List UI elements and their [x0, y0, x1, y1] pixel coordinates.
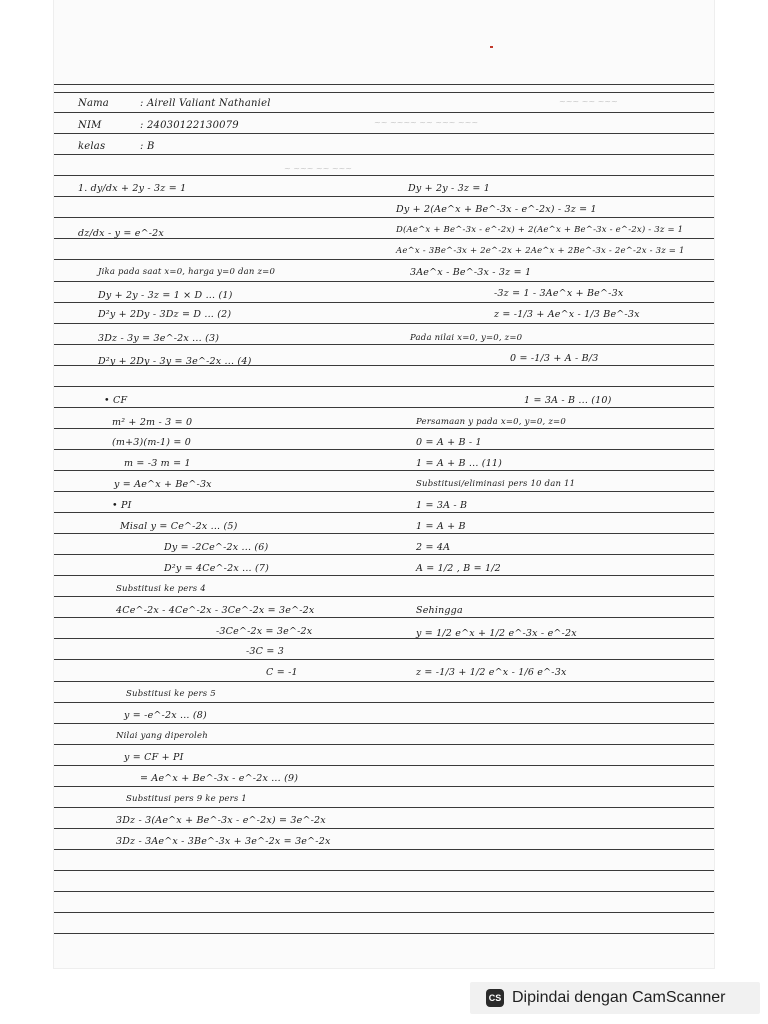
ruled-line — [54, 84, 714, 85]
right-line: Substitusi/eliminasi pers 10 dan 11 — [416, 479, 576, 489]
left-line: m² + 2m - 3 = 0 — [112, 417, 193, 428]
right-line: 1 = 3A - B — [416, 500, 468, 511]
ruled-line — [54, 849, 714, 850]
right-line: 0 = -1/3 + A - B/3 — [510, 353, 599, 364]
right-line: D(Ae^x + Be^-3x - e^-2x) + 2(Ae^x + Be^-3x - e^-2x) - 3z = 1 — [396, 225, 684, 235]
right-line: Persamaan y pada x=0, y=0, z=0 — [416, 417, 566, 427]
right-line: Dy + 2y - 3z = 1 — [408, 183, 490, 194]
left-line: Nilai yang diperoleh — [116, 731, 208, 741]
left-line: Substitusi pers 9 ke pers 1 — [126, 794, 247, 804]
left-line: Dy + 2y - 3z = 1 × D ... (1) — [98, 290, 233, 301]
ruled-line — [54, 765, 714, 766]
ruled-line — [54, 407, 714, 408]
ruled-line — [54, 112, 714, 113]
bleed-through: ~~~ ~~ ~~~ — [559, 97, 618, 106]
ruled-line — [54, 470, 714, 471]
ruled-line — [54, 428, 714, 429]
left-line: D²y + 2Dy - 3Dz = D ... (2) — [98, 309, 232, 320]
ruled-line — [54, 344, 714, 345]
left-line: (m+3)(m-1) = 0 — [112, 437, 191, 448]
ruled-line — [54, 912, 714, 913]
left-line: -3Ce^-2x = 3e^-2x — [216, 626, 313, 637]
ruled-line — [54, 786, 714, 787]
left-line: m = -3 m = 1 — [124, 458, 191, 469]
right-line: 1 = 3A - B ... (10) — [524, 395, 612, 406]
ruled-line — [54, 259, 714, 260]
bleed-through: ~~ ~~~~ ~~ ~~~ ~~~ — [374, 118, 479, 127]
ruled-line — [54, 659, 714, 660]
left-line: Jika pada saat x=0, harga y=0 dan z=0 — [98, 267, 276, 277]
left-line: y = CF + PI — [124, 752, 184, 763]
left-line: Misal y = Ce^-2x ... (5) — [120, 521, 238, 532]
ruled-line — [54, 744, 714, 745]
left-line: Substitusi ke pers 4 — [116, 584, 206, 594]
right-line: 2 = 4A — [416, 542, 451, 553]
left-line: Substitusi ke pers 5 — [126, 689, 216, 699]
right-line: 1 = A + B ... (11) — [416, 458, 503, 469]
left-line: D²y + 2Dy - 3y = 3e^-2x ... (4) — [98, 356, 252, 367]
right-line: Dy + 2(Ae^x + Be^-3x - e^-2x) - 3z = 1 — [396, 204, 597, 215]
left-line: 3Dz - 3y = 3e^-2x ... (3) — [98, 333, 220, 344]
right-line: z = -1/3 + 1/2 e^x - 1/6 e^-3x — [416, 667, 567, 678]
left-line: y = Ae^x + Be^-3x — [114, 479, 212, 490]
nama-value: : Airell Valiant Nathaniel — [140, 98, 271, 109]
ruled-line — [54, 154, 714, 155]
ruled-line — [54, 386, 714, 387]
ruled-line — [54, 302, 714, 303]
left-line: • CF — [104, 395, 128, 406]
camscanner-text: Dipindai dengan CamScanner — [512, 989, 726, 1006]
right-line: Ae^x - 3Be^-3x + 2e^-2x + 2Ae^x + 2Be^-3x - 2e^-2x - 3z = 1 — [396, 246, 685, 256]
ruled-line — [54, 933, 714, 934]
nama-label: Nama — [78, 98, 109, 109]
ruled-line — [54, 92, 714, 93]
right-line: z = -1/3 + Ae^x - 1/3 Be^-3x — [494, 309, 640, 320]
camscanner-logo-icon: CS — [486, 989, 504, 1007]
left-line: D²y = 4Ce^-2x ... (7) — [164, 563, 270, 574]
left-line: y = -e^-2x ... (8) — [124, 710, 207, 721]
ruled-line — [54, 533, 714, 534]
ruled-line — [54, 196, 714, 197]
ruled-line — [54, 828, 714, 829]
right-line: Sehingga — [416, 605, 463, 616]
ruled-line — [54, 554, 714, 555]
ruled-line — [54, 596, 714, 597]
ruled-line — [54, 575, 714, 576]
ruled-line — [54, 617, 714, 618]
ruled-line — [54, 281, 714, 282]
right-line: y = 1/2 e^x + 1/2 e^-3x - e^-2x — [416, 628, 577, 639]
right-line: Pada nilai x=0, y=0, z=0 — [410, 333, 523, 343]
bleed-through: ~ ~~~ ~~ ~~~ — [284, 164, 352, 173]
left-line: dz/dx - y = e^-2x — [78, 228, 164, 239]
left-line: -3C = 3 — [246, 646, 284, 657]
ruled-line — [54, 512, 714, 513]
ruled-line — [54, 891, 714, 892]
kelas-label: kelas — [78, 141, 106, 152]
right-line: 1 = A + B — [416, 521, 466, 532]
right-line: 0 = A + B - 1 — [416, 437, 482, 448]
ruled-line — [54, 133, 714, 134]
left-line: Dy = -2Ce^-2x ... (6) — [164, 542, 269, 553]
notebook-page — [54, 0, 714, 968]
ink-speck — [490, 46, 493, 48]
ruled-line — [54, 870, 714, 871]
ruled-line — [54, 681, 714, 682]
ruled-line — [54, 723, 714, 724]
left-line: 3Dz - 3(Ae^x + Be^-3x - e^-2x) = 3e^-2x — [116, 815, 326, 826]
ruled-line — [54, 638, 714, 639]
ruled-line — [54, 175, 714, 176]
right-line: 3Ae^x - Be^-3x - 3z = 1 — [410, 267, 532, 278]
ruled-line — [54, 807, 714, 808]
left-line: C = -1 — [266, 667, 298, 678]
ruled-line — [54, 323, 714, 324]
kelas-value: : B — [140, 141, 155, 152]
nim-label: NIM — [78, 120, 102, 131]
left-line: = Ae^x + Be^-3x - e^-2x ... (9) — [140, 773, 299, 784]
ruled-line — [54, 491, 714, 492]
right-line: -3z = 1 - 3Ae^x + Be^-3x — [494, 288, 624, 299]
ruled-line — [54, 217, 714, 218]
ruled-line — [54, 449, 714, 450]
camscanner-watermark — [470, 982, 760, 1014]
left-line: 4Ce^-2x - 4Ce^-2x - 3Ce^-2x = 3e^-2x — [116, 605, 315, 616]
ruled-line — [54, 702, 714, 703]
left-line: 1. dy/dx + 2y - 3z = 1 — [78, 183, 187, 194]
nim-value: : 24030122130079 — [140, 120, 239, 131]
right-line: A = 1/2 , B = 1/2 — [416, 563, 501, 574]
left-line: 3Dz - 3Ae^x - 3Be^-3x + 3e^-2x = 3e^-2x — [116, 836, 331, 847]
left-line: • PI — [112, 500, 132, 511]
